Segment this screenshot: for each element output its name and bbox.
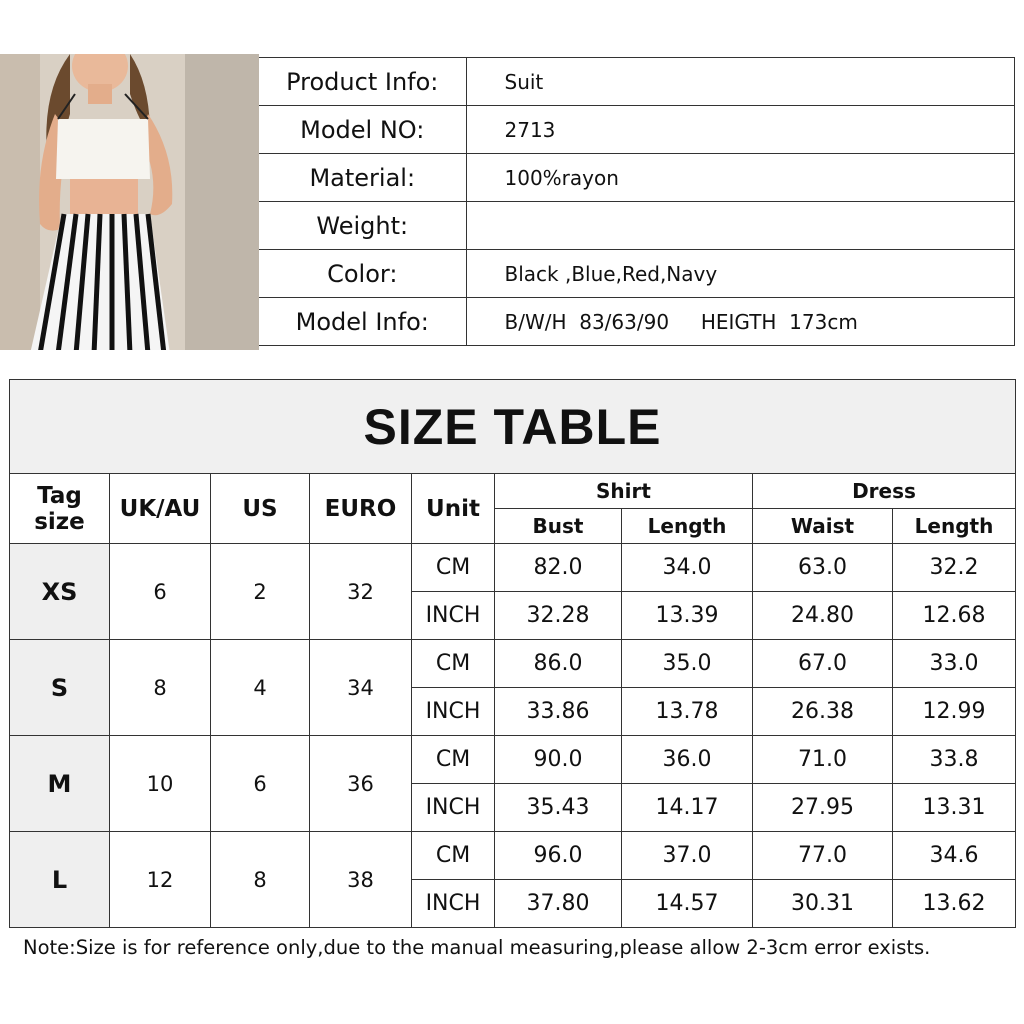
shirt-length-cell: 37.0 — [622, 832, 753, 880]
bust-cell: 32.28 — [495, 592, 622, 640]
header-uk-au: UK/AU — [110, 474, 211, 544]
tag-size-cell: M — [10, 736, 110, 832]
uk-au-cell: 6 — [110, 544, 211, 640]
product-info-table — [259, 57, 1015, 346]
info-row — [259, 58, 1015, 106]
header-tag-size: Tag size — [10, 474, 110, 544]
table-row — [10, 640, 1016, 688]
shirt-length-cell: 14.57 — [622, 880, 753, 928]
info-value: Black ,Blue,Red,Navy — [466, 250, 1015, 298]
info-value: Suit — [466, 58, 1015, 106]
unit-cell: CM — [412, 736, 495, 784]
us-cell: 2 — [211, 544, 310, 640]
info-label: Material: — [259, 154, 466, 202]
info-row — [259, 202, 1015, 250]
waist-cell: 27.95 — [753, 784, 893, 832]
us-cell: 8 — [211, 832, 310, 928]
dress-length-cell: 13.31 — [893, 784, 1016, 832]
dress-length-cell: 34.6 — [893, 832, 1016, 880]
euro-cell: 38 — [310, 832, 412, 928]
table-row — [10, 736, 1016, 784]
dress-length-cell: 33.8 — [893, 736, 1016, 784]
unit-cell: INCH — [412, 784, 495, 832]
info-value: 2713 — [466, 106, 1015, 154]
info-label: Model NO: — [259, 106, 466, 154]
tag-size-cell: L — [10, 832, 110, 928]
model-illustration — [0, 54, 259, 350]
unit-cell: INCH — [412, 688, 495, 736]
shirt-length-cell: 13.39 — [622, 592, 753, 640]
waist-cell: 63.0 — [753, 544, 893, 592]
size-note: Note:Size is for reference only,due to the manual measuring,please allow 2-3cm error exists. — [23, 936, 931, 959]
shirt-length-cell: 13.78 — [622, 688, 753, 736]
header-waist: Waist — [753, 509, 893, 544]
bust-cell: 35.43 — [495, 784, 622, 832]
us-cell: 6 — [211, 736, 310, 832]
us-cell: 4 — [211, 640, 310, 736]
waist-cell: 77.0 — [753, 832, 893, 880]
euro-cell: 36 — [310, 736, 412, 832]
header-shirt: Shirt — [495, 474, 753, 509]
info-row — [259, 298, 1015, 346]
dress-length-cell: 13.62 — [893, 880, 1016, 928]
header-shirt-length: Length — [622, 509, 753, 544]
header-dress-length: Length — [893, 509, 1016, 544]
info-label: Product Info: — [259, 58, 466, 106]
info-value: 100%rayon — [466, 154, 1015, 202]
uk-au-cell: 8 — [110, 640, 211, 736]
header-bust: Bust — [495, 509, 622, 544]
waist-cell: 26.38 — [753, 688, 893, 736]
bust-cell: 86.0 — [495, 640, 622, 688]
bust-cell: 33.86 — [495, 688, 622, 736]
bust-cell: 37.80 — [495, 880, 622, 928]
info-label: Weight: — [259, 202, 466, 250]
bust-cell: 96.0 — [495, 832, 622, 880]
table-row — [10, 832, 1016, 880]
header-unit: Unit — [412, 474, 495, 544]
unit-cell: CM — [412, 544, 495, 592]
uk-au-cell: 12 — [110, 832, 211, 928]
size-table-title: SIZE TABLE — [10, 380, 1016, 474]
table-row — [10, 544, 1016, 592]
bust-cell: 90.0 — [495, 736, 622, 784]
waist-cell: 71.0 — [753, 736, 893, 784]
dress-length-cell: 12.68 — [893, 592, 1016, 640]
bust-cell: 82.0 — [495, 544, 622, 592]
info-row — [259, 106, 1015, 154]
info-label: Color: — [259, 250, 466, 298]
unit-cell: CM — [412, 640, 495, 688]
shirt-length-cell: 35.0 — [622, 640, 753, 688]
uk-au-cell: 10 — [110, 736, 211, 832]
waist-cell: 67.0 — [753, 640, 893, 688]
shirt-length-cell: 14.17 — [622, 784, 753, 832]
info-value — [466, 202, 1015, 250]
euro-cell: 32 — [310, 544, 412, 640]
tag-size-cell: XS — [10, 544, 110, 640]
waist-cell: 24.80 — [753, 592, 893, 640]
unit-cell: INCH — [412, 592, 495, 640]
dress-length-cell: 12.99 — [893, 688, 1016, 736]
header-dress: Dress — [753, 474, 1016, 509]
shirt-length-cell: 34.0 — [622, 544, 753, 592]
dress-length-cell: 33.0 — [893, 640, 1016, 688]
size-table — [9, 379, 1016, 928]
euro-cell: 34 — [310, 640, 412, 736]
product-photo — [0, 54, 259, 350]
tag-size-cell: S — [10, 640, 110, 736]
header-euro: EURO — [310, 474, 412, 544]
info-row — [259, 250, 1015, 298]
info-row — [259, 154, 1015, 202]
waist-cell: 30.31 — [753, 880, 893, 928]
info-value: B/W/H 83/63/90 HEIGTH 173cm — [466, 298, 1015, 346]
info-label: Model Info: — [259, 298, 466, 346]
unit-cell: INCH — [412, 880, 495, 928]
unit-cell: CM — [412, 832, 495, 880]
header-us: US — [211, 474, 310, 544]
shirt-length-cell: 36.0 — [622, 736, 753, 784]
dress-length-cell: 32.2 — [893, 544, 1016, 592]
